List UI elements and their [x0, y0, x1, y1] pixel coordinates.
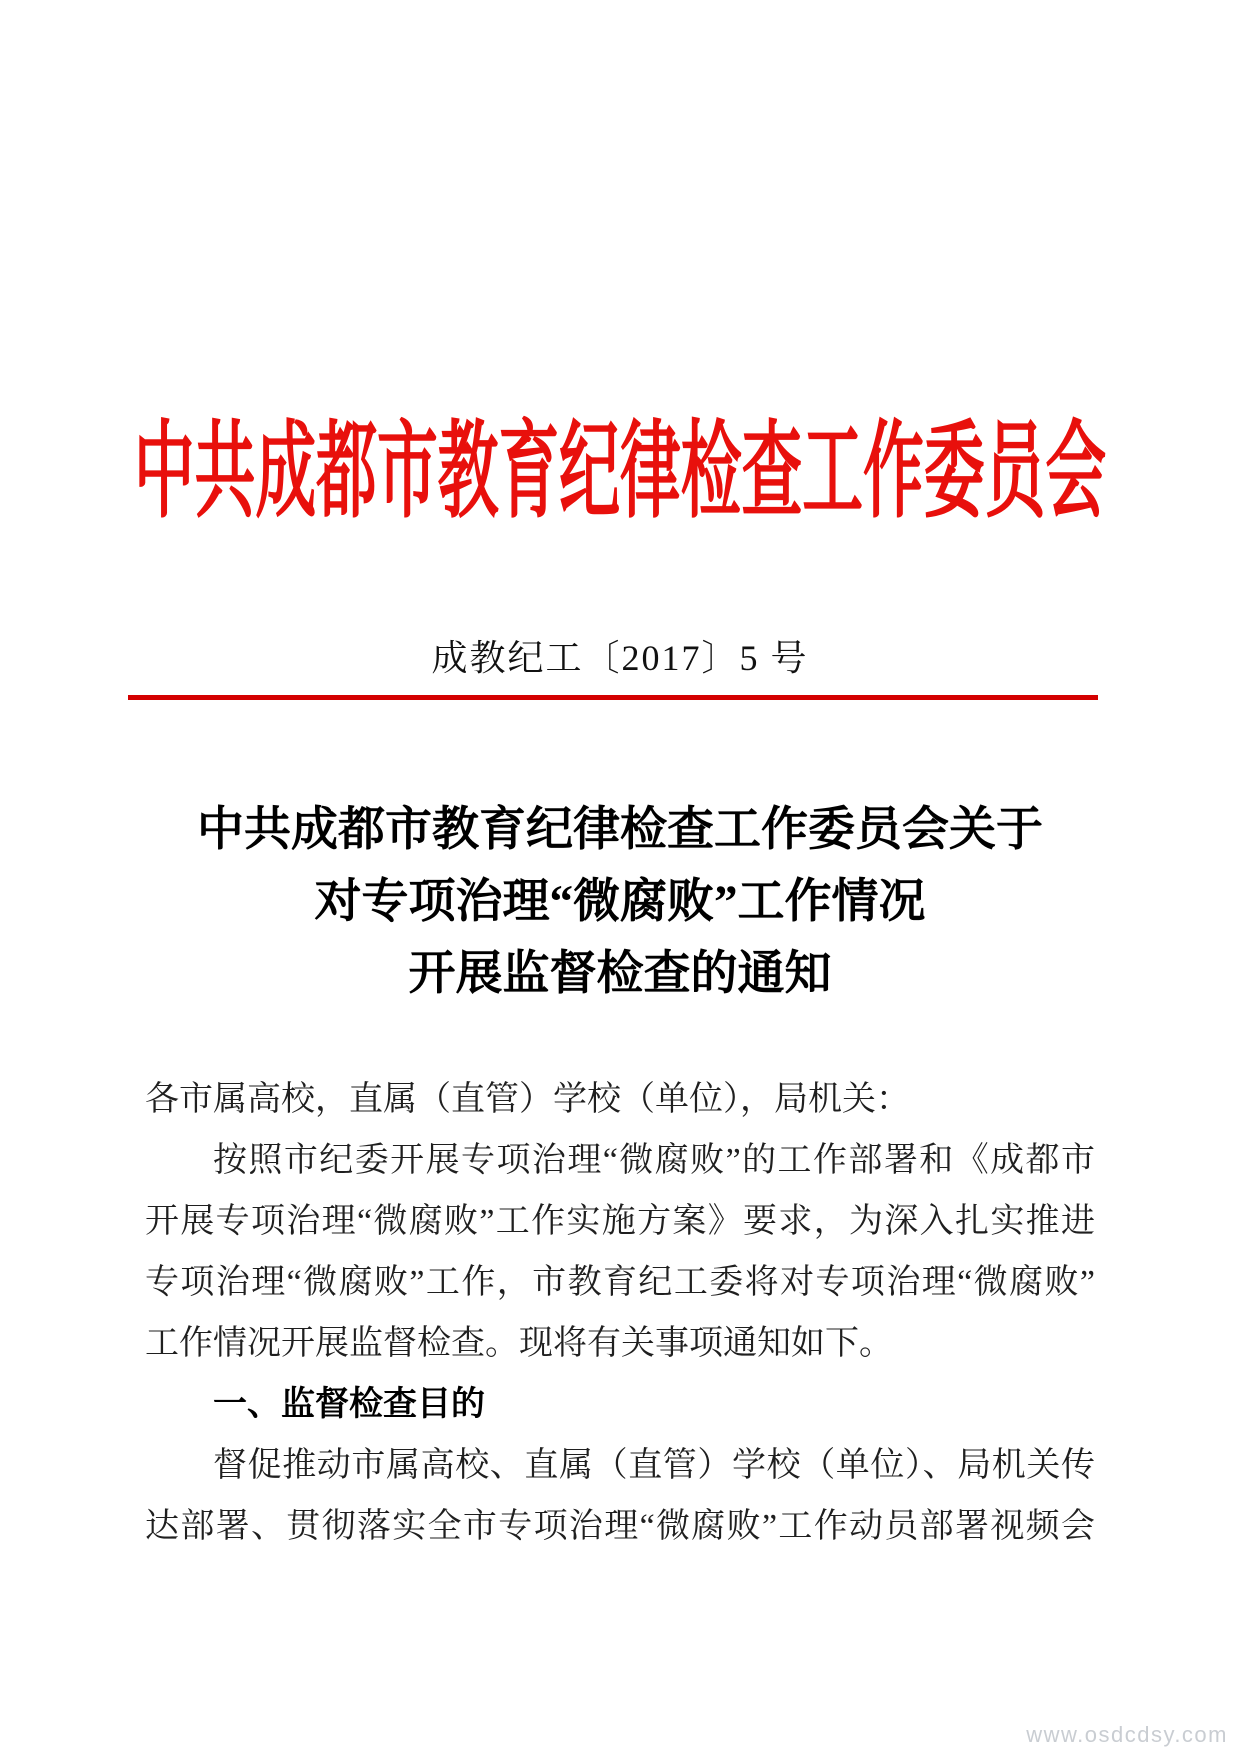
body-line: 专项治理“微腐败”工作，市教育纪工委将对专项治理“微腐败” — [145, 1264, 1095, 1301]
site-watermark: www.osdcdsy.com — [1026, 1722, 1228, 1747]
body-line: 开展专项治理“微腐败”工作实施方案》要求，为深入扎实推进 — [145, 1203, 1095, 1240]
red-divider-line — [128, 695, 1098, 700]
issuing-authority-header — [0, 414, 1240, 532]
body-line: 督促推动市属高校、直属（直管）学校（单位）、局机关传 — [213, 1447, 1095, 1484]
body-line: 工作情况开展监督检查。现将有关事项通知如下。 — [145, 1325, 893, 1362]
salutation-line: 各市属高校，直属（直管）学校（单位），局机关： — [145, 1081, 910, 1118]
body-line: 按照市纪委开展专项治理“微腐败”的工作部署和《成都市 — [213, 1142, 1095, 1179]
section-heading: 一、监督检查目的 — [213, 1385, 485, 1423]
title-line-2: 对专项治理“微腐败”工作情况 — [314, 876, 926, 928]
title-line-1: 中共成都市教育纪律检查工作委员会关于 — [197, 804, 1043, 856]
body-line: 达部署、贯彻落实全市专项治理“微腐败”工作动员部署视频会 — [145, 1508, 1095, 1545]
document-body — [145, 1069, 1095, 1557]
document-title — [0, 794, 1240, 1010]
issuing-authority-text: 中共成都市教育纪律检查工作委员会 — [133, 414, 1107, 532]
document-number: 成教纪工〔2017〕5 号 — [431, 638, 809, 678]
title-line-3: 开展监督检查的通知 — [408, 948, 832, 1000]
